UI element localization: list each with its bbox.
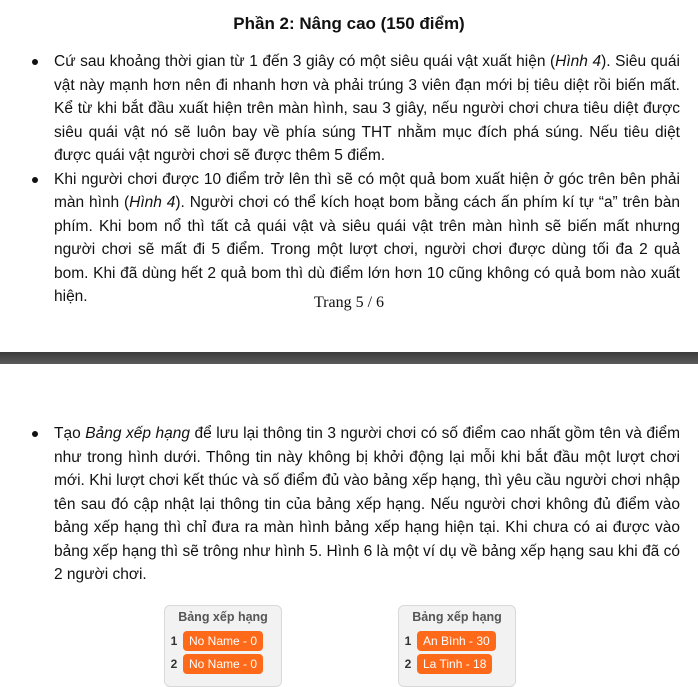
bullet-text: Khi người chơi được 10 điểm trở lên thì sẽ có một quả bom xuất hiện ở góc trên bên phải màn hình ( (54, 170, 680, 211)
bullet-text: Tạo (54, 425, 86, 442)
leaderboard-row (169, 631, 281, 651)
bullet-dot-icon (32, 431, 38, 437)
rank-number: 1 (404, 634, 412, 648)
leaderboard-row (169, 654, 281, 674)
leaderboard-row (403, 654, 515, 674)
bullet-bomb (28, 168, 680, 309)
page-6 (0, 364, 698, 683)
bullet-list (28, 422, 680, 587)
bullet-dot-icon (32, 59, 38, 65)
rank-number: 1 (170, 634, 178, 648)
bullet-text: Cứ sau khoảng thời gian từ 1 đến 3 giây có một siêu quái vật xuất hiện ( (54, 53, 556, 70)
bullet-dot-icon (32, 177, 38, 183)
bullet-list (28, 50, 680, 309)
leaderboard-entry: An Bình - 30 (417, 631, 496, 651)
figure-ref: Hình 4 (555, 53, 602, 70)
leaderboard-entry: La Tinh - 18 (417, 654, 492, 674)
figure-ref: Hình 4 (129, 194, 176, 211)
leaderboard-figure-5 (164, 605, 282, 687)
leaderboard-entry: No Name - 0 (183, 631, 263, 651)
page-footer: Trang 5 / 6 (313, 294, 385, 311)
leaderboard-title: Bảng xếp hạng (178, 610, 268, 624)
section-heading: Phần 2: Nâng cao (150 điểm) (233, 14, 465, 33)
leaderboard-figure-6 (398, 605, 516, 687)
page-separator (0, 352, 698, 364)
bullet-text: ). Người chơi có thể kích hoạt bom bằng cách ấn phím kí tự “a” trên bàn phím. Khi bom nổ thì tất cả quái vật và siêu quái vật trên màn hình sẽ biến mất nhưng người chơi sẽ mất đi 5 điểm. Trong một lượt chơi, người chơi được dùng tối đa 2 quả bom. Khi đã dùng hết 2 quả bom thì dù điểm lớn hơn 10 cũng không có quả bom nào xuất hiện. (54, 194, 680, 305)
bullet-leaderboard (28, 422, 680, 587)
bullet-text: để lưu lại thông tin 3 người chơi có số điểm cao nhất gồm tên và điểm như trong hình dưới. Thông tin này không bị khởi động lại mỗi khi bắt đầu một lượt chơi mới. Khi lượt chơi kết thúc và số điểm đủ vào bảng xếp hạng, thì yêu cầu người chơi nhập tên sau đó cập nhật lại thông tin của bảng xếp hạng. Nếu người chơi không đủ điểm vào bảng xếp hạng thì chỉ đưa ra màn hình bảng xếp hạng hiện tại. Khi chưa có ai được vào bảng xếp hạng thì sẽ trông như hình 5. Hình 6 là một ví dụ về bảng xếp hạng sau khi đã có 2 người chơi. (54, 425, 680, 583)
bullet-super-monster (28, 50, 680, 168)
rank-number: 2 (404, 657, 412, 671)
leaderboard-term: Bảng xếp hạng (85, 425, 190, 442)
leaderboard-entry: No Name - 0 (183, 654, 263, 674)
rank-number: 2 (170, 657, 178, 671)
leaderboard-title: Bảng xếp hạng (412, 610, 502, 624)
leaderboard-row (403, 631, 515, 651)
bullet-text: ). Siêu quái vật này mạnh hơn nên đi nhanh hơn và phải trúng 3 viên đạn mới bị tiêu diệt rồi biến mất. Kể từ khi bắt đầu xuất hiện trên màn hình, sau 3 giây, nếu người chơi chưa tiêu diệt được siêu quái vật nó sẽ luôn bay về phía súng THT nhằm mục đích phá súng. Nếu tiêu diệt được quái vật người chơi sẽ được thêm 5 điểm. (54, 53, 680, 164)
